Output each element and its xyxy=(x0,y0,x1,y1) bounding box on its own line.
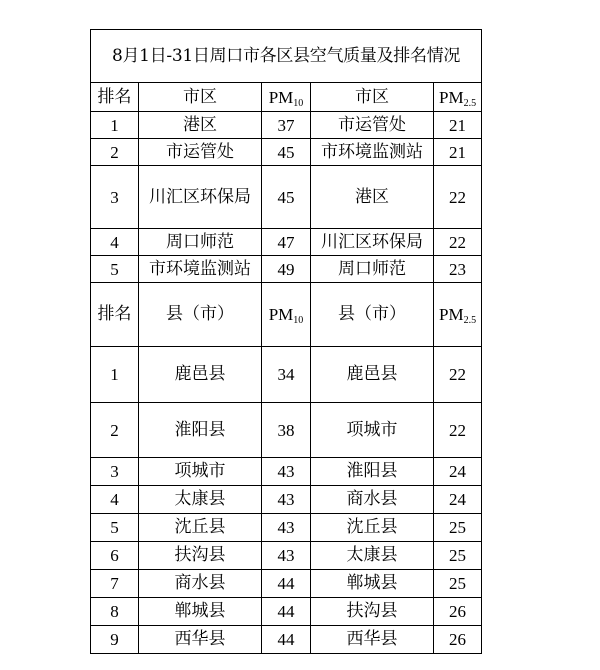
pm10-value-cell: 38 xyxy=(262,403,311,458)
table-row xyxy=(91,486,482,514)
pm25-value-cell: 22 xyxy=(434,403,482,458)
pm10-value-cell: 43 xyxy=(262,542,311,570)
table-row xyxy=(91,598,482,626)
pm10-area-cell: 港区 xyxy=(139,112,262,139)
rank-cell: 7 xyxy=(91,570,139,598)
pm25-value-cell: 22 xyxy=(434,229,482,256)
rank-cell: 5 xyxy=(91,514,139,542)
pm10-area-cell: 郸城县 xyxy=(139,598,262,626)
table-row xyxy=(91,403,482,458)
area-header-pm10: 市区 xyxy=(139,83,262,112)
pm25-area-cell: 市环境监测站 xyxy=(311,139,434,166)
pm10-header-base: PM xyxy=(268,87,294,107)
pm25-value-cell: 25 xyxy=(434,570,482,598)
section1-header-row xyxy=(91,83,482,112)
rank-cell: 8 xyxy=(91,598,139,626)
pm25-area-cell: 沈丘县 xyxy=(311,514,434,542)
pm10-area-cell: 周口师范 xyxy=(139,229,262,256)
rank-cell: 2 xyxy=(91,403,139,458)
pm25-value-cell: 24 xyxy=(434,486,482,514)
pm10-value-cell: 37 xyxy=(262,112,311,139)
pm10-header-base: PM xyxy=(268,305,294,324)
pm25-header-sub: 2.5 xyxy=(463,97,477,109)
pm25-area-cell: 项城市 xyxy=(311,403,434,458)
pm10-header xyxy=(262,83,311,112)
table-row xyxy=(91,542,482,570)
pm25-area-cell: 港区 xyxy=(311,166,434,229)
pm25-area-cell: 扶沟县 xyxy=(311,598,434,626)
pm10-value-cell: 45 xyxy=(262,139,311,166)
table-row xyxy=(91,166,482,229)
pm25-value-cell: 22 xyxy=(434,166,482,229)
table-row xyxy=(91,514,482,542)
pm10-header-sub: 10 xyxy=(293,97,304,109)
rank-cell: 9 xyxy=(91,626,139,654)
rank-header: 排名 xyxy=(91,83,139,112)
air-quality-table xyxy=(90,29,482,654)
pm25-value-cell: 26 xyxy=(434,598,482,626)
pm10-value-cell: 43 xyxy=(262,458,311,486)
area-header-pm25: 市区 xyxy=(311,83,434,112)
pm25-area-cell: 市运管处 xyxy=(311,112,434,139)
pm25-value-cell: 25 xyxy=(434,542,482,570)
pm10-area-cell: 商水县 xyxy=(139,570,262,598)
section2-header-row xyxy=(91,283,482,347)
pm10-area-cell: 川汇区环保局 xyxy=(139,166,262,229)
rank-cell: 3 xyxy=(91,458,139,486)
pm10-value-cell: 47 xyxy=(262,229,311,256)
pm10-value-cell: 43 xyxy=(262,486,311,514)
pm25-area-cell: 周口师范 xyxy=(311,256,434,283)
table-row xyxy=(91,570,482,598)
table-row xyxy=(91,112,482,139)
pm25-area-cell: 川汇区环保局 xyxy=(311,229,434,256)
pm25-header xyxy=(434,283,482,347)
pm10-area-cell: 扶沟县 xyxy=(139,542,262,570)
pm10-value-cell: 44 xyxy=(262,598,311,626)
pm25-area-cell: 太康县 xyxy=(311,542,434,570)
rank-cell: 1 xyxy=(91,112,139,139)
table-row xyxy=(91,458,482,486)
rank-cell: 5 xyxy=(91,256,139,283)
pm10-area-cell: 淮阳县 xyxy=(139,403,262,458)
pm25-value-cell: 24 xyxy=(434,458,482,486)
pm25-value-cell: 26 xyxy=(434,626,482,654)
pm25-area-cell: 淮阳县 xyxy=(311,458,434,486)
pm10-area-cell: 沈丘县 xyxy=(139,514,262,542)
rank-cell: 1 xyxy=(91,347,139,403)
table-row xyxy=(91,347,482,403)
pm10-value-cell: 43 xyxy=(262,514,311,542)
table-row xyxy=(91,139,482,166)
pm10-value-cell: 34 xyxy=(262,347,311,403)
pm25-header-base: PM xyxy=(438,87,464,107)
area-header-pm10: 县（市） xyxy=(139,283,262,347)
pm25-area-cell: 商水县 xyxy=(311,486,434,514)
rank-cell: 3 xyxy=(91,166,139,229)
pm25-value-cell: 23 xyxy=(434,256,482,283)
pm10-area-cell: 市环境监测站 xyxy=(139,256,262,283)
table-title: 8月1日-31日周口市各区县空气质量及排名情况 xyxy=(91,30,482,83)
rank-cell: 4 xyxy=(91,229,139,256)
pm10-area-cell: 市运管处 xyxy=(139,139,262,166)
pm10-header-sub: 10 xyxy=(293,315,304,326)
area-header-pm25: 县（市） xyxy=(311,283,434,347)
pm25-header xyxy=(434,83,482,112)
pm10-area-cell: 项城市 xyxy=(139,458,262,486)
pm10-area-cell: 鹿邑县 xyxy=(139,347,262,403)
table-row xyxy=(91,256,482,283)
pm25-value-cell: 21 xyxy=(434,139,482,166)
rank-cell: 2 xyxy=(91,139,139,166)
table-row xyxy=(91,229,482,256)
pm25-header-base: PM xyxy=(438,305,464,324)
pm25-area-cell: 鹿邑县 xyxy=(311,347,434,403)
pm10-value-cell: 44 xyxy=(262,626,311,654)
title-row xyxy=(91,30,482,83)
pm10-value-cell: 44 xyxy=(262,570,311,598)
pm25-area-cell: 西华县 xyxy=(311,626,434,654)
table-row xyxy=(91,626,482,654)
rank-cell: 4 xyxy=(91,486,139,514)
pm25-area-cell: 郸城县 xyxy=(311,570,434,598)
pm10-area-cell: 西华县 xyxy=(139,626,262,654)
pm10-value-cell: 49 xyxy=(262,256,311,283)
pm25-value-cell: 22 xyxy=(434,347,482,403)
pm10-value-cell: 45 xyxy=(262,166,311,229)
pm25-value-cell: 21 xyxy=(434,112,482,139)
pm25-value-cell: 25 xyxy=(434,514,482,542)
rank-header: 排名 xyxy=(91,283,139,347)
pm10-header xyxy=(262,283,311,347)
pm25-header-sub: 2.5 xyxy=(463,315,477,326)
pm10-area-cell: 太康县 xyxy=(139,486,262,514)
rank-cell: 6 xyxy=(91,542,139,570)
